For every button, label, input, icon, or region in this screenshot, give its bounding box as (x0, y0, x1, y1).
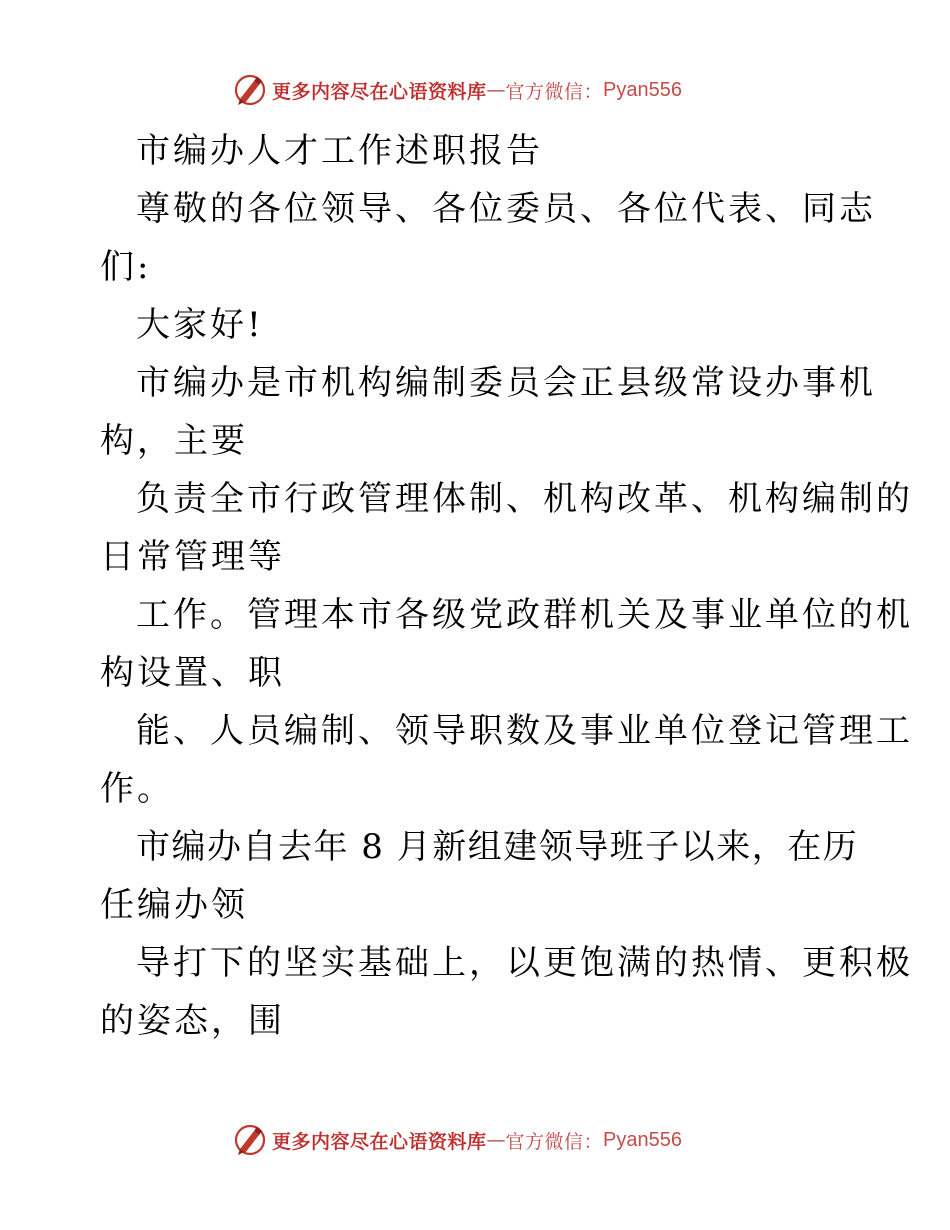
document-title: 市编办人才工作述职报告 (136, 131, 543, 171)
pen-logo-icon (232, 1122, 268, 1158)
banner-separator: — (486, 79, 506, 101)
document-body (100, 122, 913, 1050)
text-line: 的姿态，围 (100, 1001, 285, 1041)
text-line: 工作。管理本市各级党政群机关及事业单位的机 (136, 595, 913, 635)
text-line: 大家好! (136, 305, 264, 345)
text-line: 能、人员编制、领导职数及事业单位登记管理工 (136, 711, 913, 751)
banner-wechat-label: 官方微信： (505, 1130, 604, 1153)
text-line: 负责全市行政管理体制、机构改革、机构编制的 (136, 479, 913, 519)
text-line: 日常管理等 (100, 537, 285, 577)
footer-banner (232, 1120, 682, 1160)
pen-logo-icon (232, 72, 268, 108)
text-line: 市编办自去年 8 月新组建领导班子以来，在历 (136, 827, 859, 867)
banner-text: 更多内容尽在心语资料库 (272, 1130, 487, 1153)
text-line: 市编办是市机构编制委员会正县级常设办事机 (136, 363, 876, 403)
text-line: 导打下的坚实基础上，以更饱满的热情、更积极 (136, 943, 913, 983)
banner-wechat-id: Pyan556 (603, 1128, 682, 1151)
banner-separator: — (486, 1129, 506, 1151)
text-line: 构设置、职 (100, 653, 285, 693)
banner-wechat-label: 官方微信： (505, 80, 604, 103)
text-line: 尊敬的各位领导、各位委员、各位代表、同志 (136, 189, 876, 229)
banner-wechat-id: Pyan556 (603, 78, 682, 101)
text-line: 任编办领 (100, 885, 248, 925)
text-line: 构，主要 (100, 421, 248, 461)
banner-text: 更多内容尽在心语资料库 (272, 80, 487, 103)
header-banner (232, 70, 682, 110)
text-line: 作。 (100, 769, 174, 809)
text-line: 们: (100, 247, 152, 287)
